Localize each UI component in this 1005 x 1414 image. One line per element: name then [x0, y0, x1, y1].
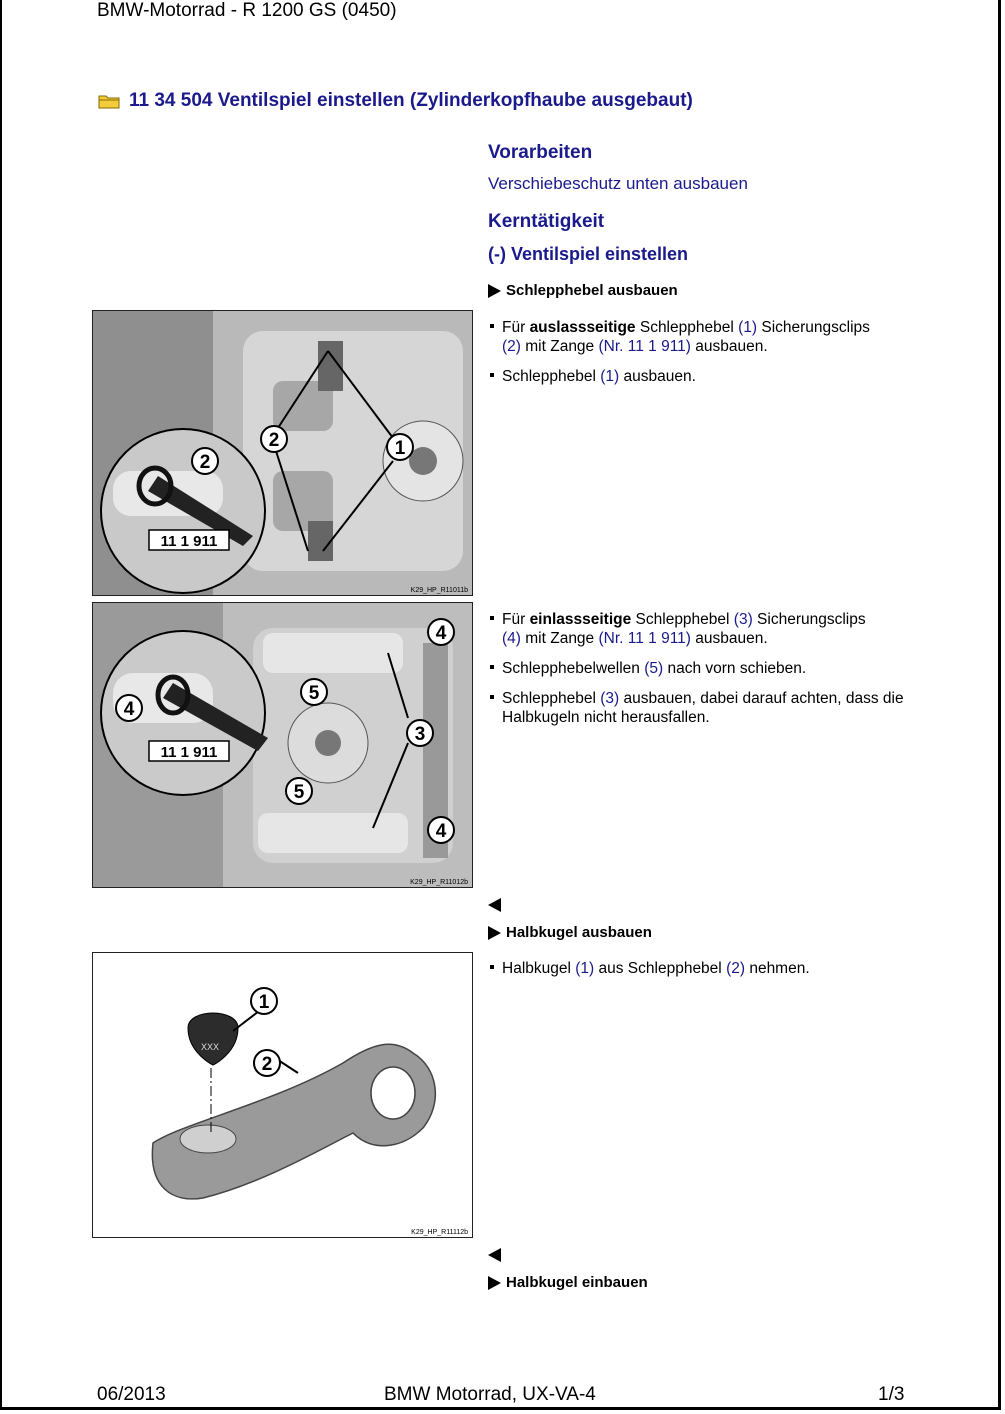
- folder-icon: [98, 93, 120, 109]
- list-item: Halbkugel (1) aus Schlepphebel (2) nehmen.: [488, 959, 928, 978]
- callout-2: [261, 426, 287, 452]
- callout-5-top: [301, 679, 327, 705]
- step-title: Schlepphebel ausbauen: [506, 282, 678, 299]
- core-subheading: (-) Ventilspiel einstellen: [488, 244, 689, 264]
- document-header: BMW-Motorrad - R 1200 GS (0450): [97, 0, 397, 21]
- callout-4-bottom: [428, 817, 454, 843]
- expand-arrow-icon: [488, 284, 501, 298]
- list-item: Schlepphebel (3) ausbauen, dabei darauf achten, dass die Halbkugeln nicht herausfallen.: [488, 689, 928, 727]
- core-heading: Kerntätigkeit: [488, 211, 605, 232]
- figure-code: K29_HP_R11011b: [410, 587, 468, 594]
- callout-1: [387, 434, 413, 460]
- figure-intake-rocker-arms: [92, 602, 473, 888]
- callout-4-top: [428, 619, 454, 645]
- tool-label: [149, 741, 229, 761]
- expand-arrow-icon: [488, 1276, 501, 1290]
- prep-heading: Vorarbeiten: [488, 142, 593, 163]
- step1-list-a: [488, 318, 928, 397]
- end-marker-icon[interactable]: [488, 1248, 501, 1262]
- figure-code: K29_HP_R11012b: [410, 879, 468, 886]
- step-title: Halbkugel einbauen: [506, 1274, 648, 1291]
- svg-text:11 1 911: 11 1 911: [160, 533, 218, 550]
- svg-text:11 1 911: 11 1 911: [160, 744, 218, 761]
- step1-list-b: [488, 610, 928, 738]
- svg-text:5: 5: [293, 782, 305, 803]
- step-halbkugel-einbauen[interactable]: [488, 1274, 648, 1291]
- svg-text:3: 3: [414, 724, 426, 745]
- callout-4-detail: [116, 695, 142, 721]
- expand-arrow-icon: [488, 926, 501, 940]
- svg-text:4: 4: [435, 821, 447, 842]
- end-marker-icon[interactable]: [488, 898, 501, 912]
- step-halbkugel-ausbauen[interactable]: [488, 924, 652, 941]
- list-item: Schlepphebel (1) ausbauen.: [488, 367, 928, 386]
- svg-text:2: 2: [268, 430, 280, 451]
- callout-5-bottom: [286, 778, 312, 804]
- figure-code: K29_HP_R11112b: [411, 1229, 468, 1236]
- svg-text:4: 4: [435, 623, 447, 644]
- section-title: [98, 90, 693, 112]
- ball-marking: XXX: [200, 1042, 220, 1052]
- figure-exhaust-rocker-arms: [92, 310, 473, 596]
- svg-text:2: 2: [261, 1054, 273, 1075]
- footer-page: 1/3: [878, 1384, 905, 1405]
- list-item: Für einlassseitige Schlepphebel (3) Sicherungsclips (4) mit Zange (Nr. 11 1 911) ausbauen.: [488, 610, 928, 648]
- callout-1: [251, 988, 277, 1014]
- svg-text:5: 5: [308, 683, 320, 704]
- prep-link[interactable]: Verschiebeschutz unten ausbauen: [488, 174, 748, 193]
- svg-text:4: 4: [123, 699, 135, 720]
- svg-text:1: 1: [258, 992, 270, 1013]
- list-item: Schlepphebelwellen (5) nach vorn schieben.: [488, 659, 928, 678]
- title-text: 11 34 504 Ventilspiel einstellen (Zylinderkopfhaube ausgebaut): [129, 90, 693, 111]
- svg-text:2: 2: [199, 452, 211, 473]
- footer-date: 06/2013: [97, 1384, 166, 1405]
- figure-half-ball: [92, 952, 473, 1238]
- step-title: Halbkugel ausbauen: [506, 924, 652, 941]
- list-item: Für auslassseitige Schlepphebel (1) Sicherungsclips (2) mit Zange (Nr. 11 1 911) ausbauen.: [488, 318, 928, 356]
- footer-center: BMW Motorrad, UX-VA-4: [384, 1384, 596, 1405]
- tool-label: [149, 530, 229, 550]
- svg-text:1: 1: [394, 438, 406, 459]
- callout-3: [407, 720, 433, 746]
- step-schlepphebel-ausbauen[interactable]: [488, 282, 678, 299]
- callout-2-detail: [192, 448, 218, 474]
- callout-2: [254, 1050, 280, 1076]
- step2-list: [488, 959, 928, 989]
